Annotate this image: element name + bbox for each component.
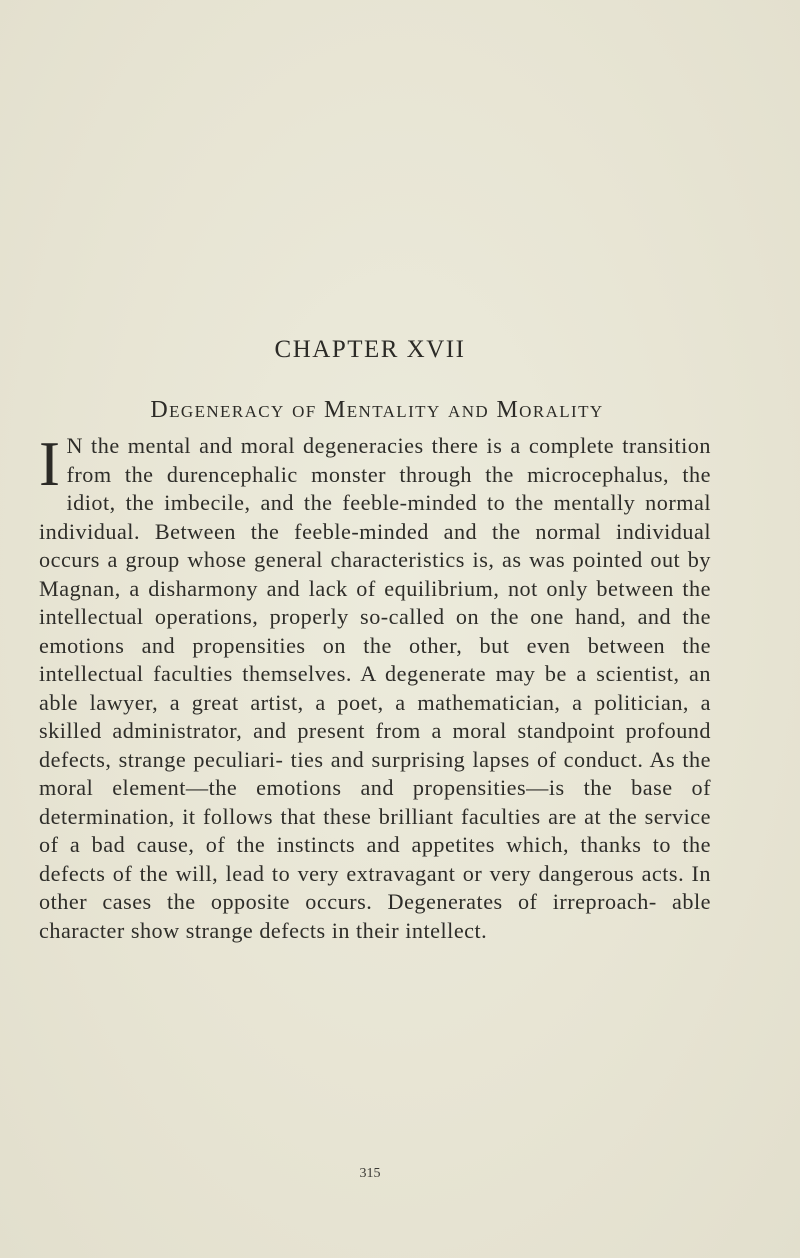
paragraph-text: N the mental and moral degeneracies there is a complete transition from the durencephalic monster through the microcephalus, the idiot, the imbecile, and the feeble-minded to the mentally normal individual. Between the feeble-minded and the normal individual occurs a group whose general characteristics is, as was pointed out by Magnan, a disharmony and lack of equilibrium, not only between the intellectual operations, properly so-called on the one hand, and the emotions and propensities on the other, but even between the intellectual faculties themselves. A degenerate may be a scientist, an able lawyer, a great artist, a poet, a mathematician, a politician, a skilled administrator, and present from a moral standpoint profound defects, strange peculiari- ties and surprising lapses of conduct. As the moral element—the emotions and propensities—is the base of determination, it follows that these brilliant faculties are at the service of a bad cause, of the instincts and appetites which, thanks to the defects of the will, lead to very extravagant or very dangerous acts. In other cases the opposite occurs. Degenerates of irreproach- able character show strange defects in their intellect.	[39, 433, 711, 943]
drop-cap: I	[39, 429, 61, 499]
body-paragraph	[39, 429, 711, 945]
chapter-title: Degeneracy of Mentality and Morality	[150, 397, 604, 423]
chapter-heading: CHAPTER XVII	[274, 336, 466, 363]
page-number: 315	[359, 1166, 381, 1181]
